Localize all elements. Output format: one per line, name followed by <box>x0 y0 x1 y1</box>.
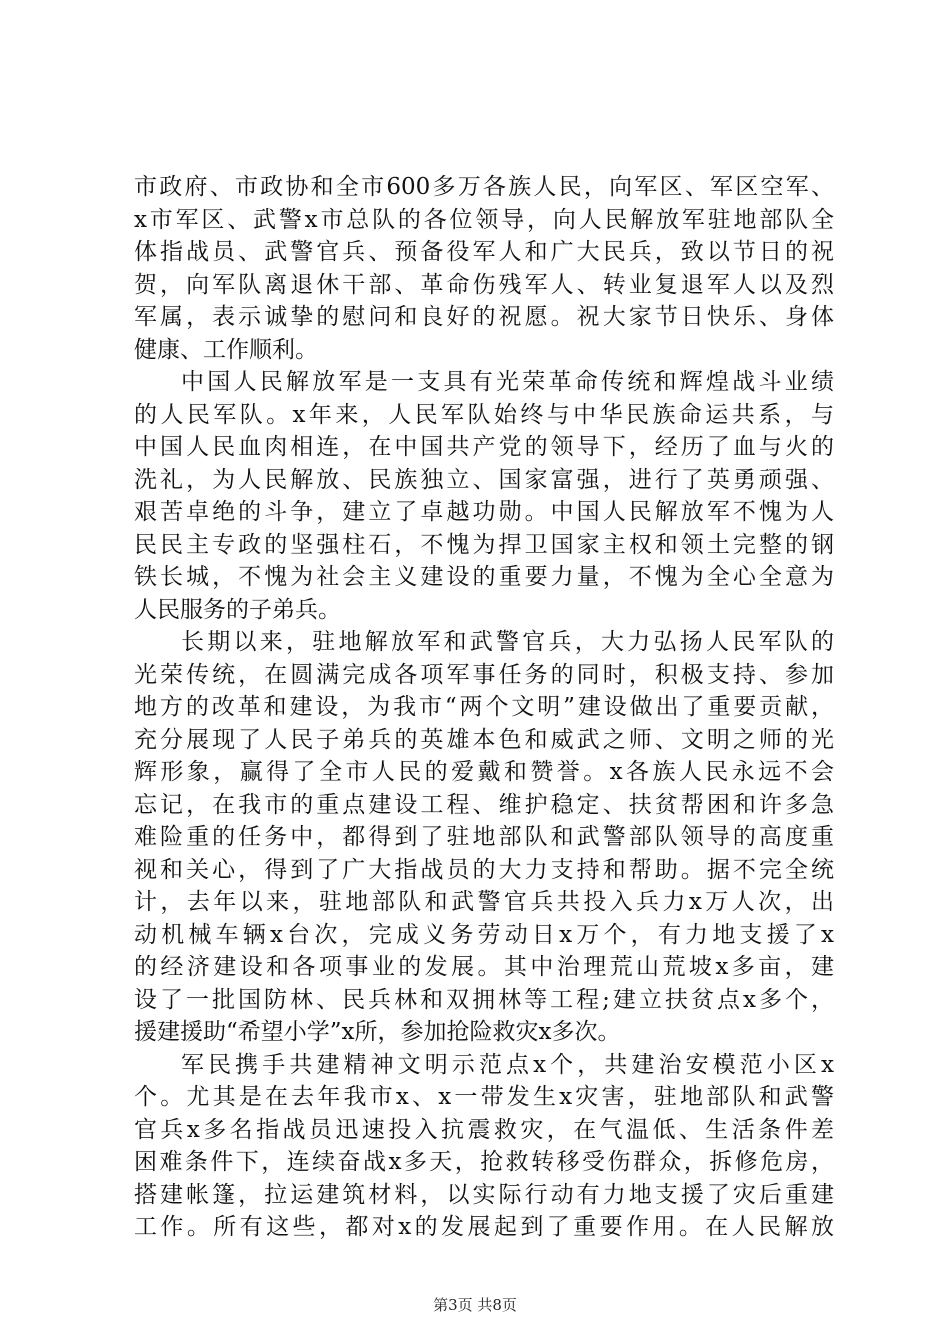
text-line: 民民主专政的坚强柱石，不愧为捍卫国家主权和领土完整的钢 <box>134 531 834 558</box>
page-footer: 第3页 共8页 <box>433 1296 517 1314</box>
document-body <box>134 171 834 1244</box>
text-line: 搭建帐篷，拉运建筑材料，以实际行动有力地支援了灾后重建 <box>134 1181 834 1208</box>
paragraph-first-line: 军民携手共建精神文明示范点x个，共建治安模范小区x <box>181 1051 834 1078</box>
text-line: 忘记，在我市的重点建设工程、维护稳定、扶贫帮困和许多急 <box>134 791 834 818</box>
text-line: 健康、工作顺利。 <box>134 336 318 363</box>
text-line: 铁长城，不愧为社会主义建设的重要力量，不愧为全心全意为 <box>134 564 834 590</box>
text-line: 贺，向军队离退休干部、革命伤残军人、转业复退军人以及烈 <box>134 271 834 298</box>
text-line: 充分展现了人民子弟兵的英雄本色和威武之师、文明之师的光 <box>134 726 834 753</box>
text-line: 官兵x多名指战员迅速投入抗震救灾，在气温低、生活条件差 <box>134 1116 834 1143</box>
text-line: 设了一批国防林、民兵林和双拥林等工程;建立扶贫点x多个， <box>134 986 834 1013</box>
text-line: x市军区、武警x市总队的各位领导，向人民解放军驻地部队全 <box>134 206 834 233</box>
paragraph-first-line: 中国人民解放军是一支具有光荣革命传统和辉煌战斗业绩 <box>181 369 834 395</box>
text-line: 工作。所有这些，都对x的发展起到了重要作用。在人民解放 <box>134 1214 834 1240</box>
text-line: 援建援助“希望小学”x所，参加抢险救灾x多次。 <box>134 1019 621 1045</box>
text-line: 洗礼，为人民解放、民族独立、国家富强，进行了英勇顽强、 <box>134 466 834 493</box>
text-line: 辉形象，赢得了全市人民的爱戴和赞誉。x各族人民永远不会 <box>134 759 834 785</box>
text-line: 动机械车辆x台次，完成义务劳动日x万个，有力地支援了x <box>134 921 834 948</box>
text-line: 地方的改革和建设，为我市“两个文明”建设做出了重要贡献， <box>134 694 834 720</box>
text-line: 艰苦卓绝的斗争，建立了卓越功勋。中国人民解放军不愧为人 <box>134 499 834 525</box>
text-line: 视和关心，得到了广大指战员的大力支持和帮助。据不完全统 <box>134 856 834 883</box>
text-line: 困难条件下，连续奋战x多天，抢救转移受伤群众，拆修危房， <box>134 1149 834 1175</box>
text-line: 军属，表示诚挚的慰问和良好的祝愿。祝大家节日快乐、身体 <box>134 304 834 330</box>
text-line: 的人民军队。x年来，人民军队始终与中华民族命运共系，与 <box>134 401 834 428</box>
text-line: 人民服务的子弟兵。 <box>134 596 341 623</box>
text-line: 中国人民血肉相连，在中国共产党的领导下，经历了血与火的 <box>134 434 834 460</box>
text-line: 的经济建设和各项事业的发展。其中治理荒山荒坡x多亩，建 <box>134 954 834 980</box>
text-line: 个。尤其是在去年我市x、x一带发生x灾害，驻地部队和武警 <box>134 1084 834 1110</box>
text-line: 市政府、市政协和全市600多万各族人民，向军区、军区空军、 <box>134 174 834 200</box>
text-line: 难险重的任务中，都得到了驻地部队和武警部队领导的高度重 <box>134 824 834 850</box>
text-line: 计，去年以来，驻地部队和武警官兵共投入兵力x万人次，出 <box>134 889 834 915</box>
paragraph-first-line: 长期以来，驻地解放军和武警官兵，大力弘扬人民军队的 <box>181 629 834 655</box>
text-line: 体指战员、武警官兵、预备役军人和广大民兵，致以节日的祝 <box>134 239 834 265</box>
text-line: 光荣传统，在圆满完成各项军事任务的同时，积极支持、参加 <box>134 661 834 688</box>
